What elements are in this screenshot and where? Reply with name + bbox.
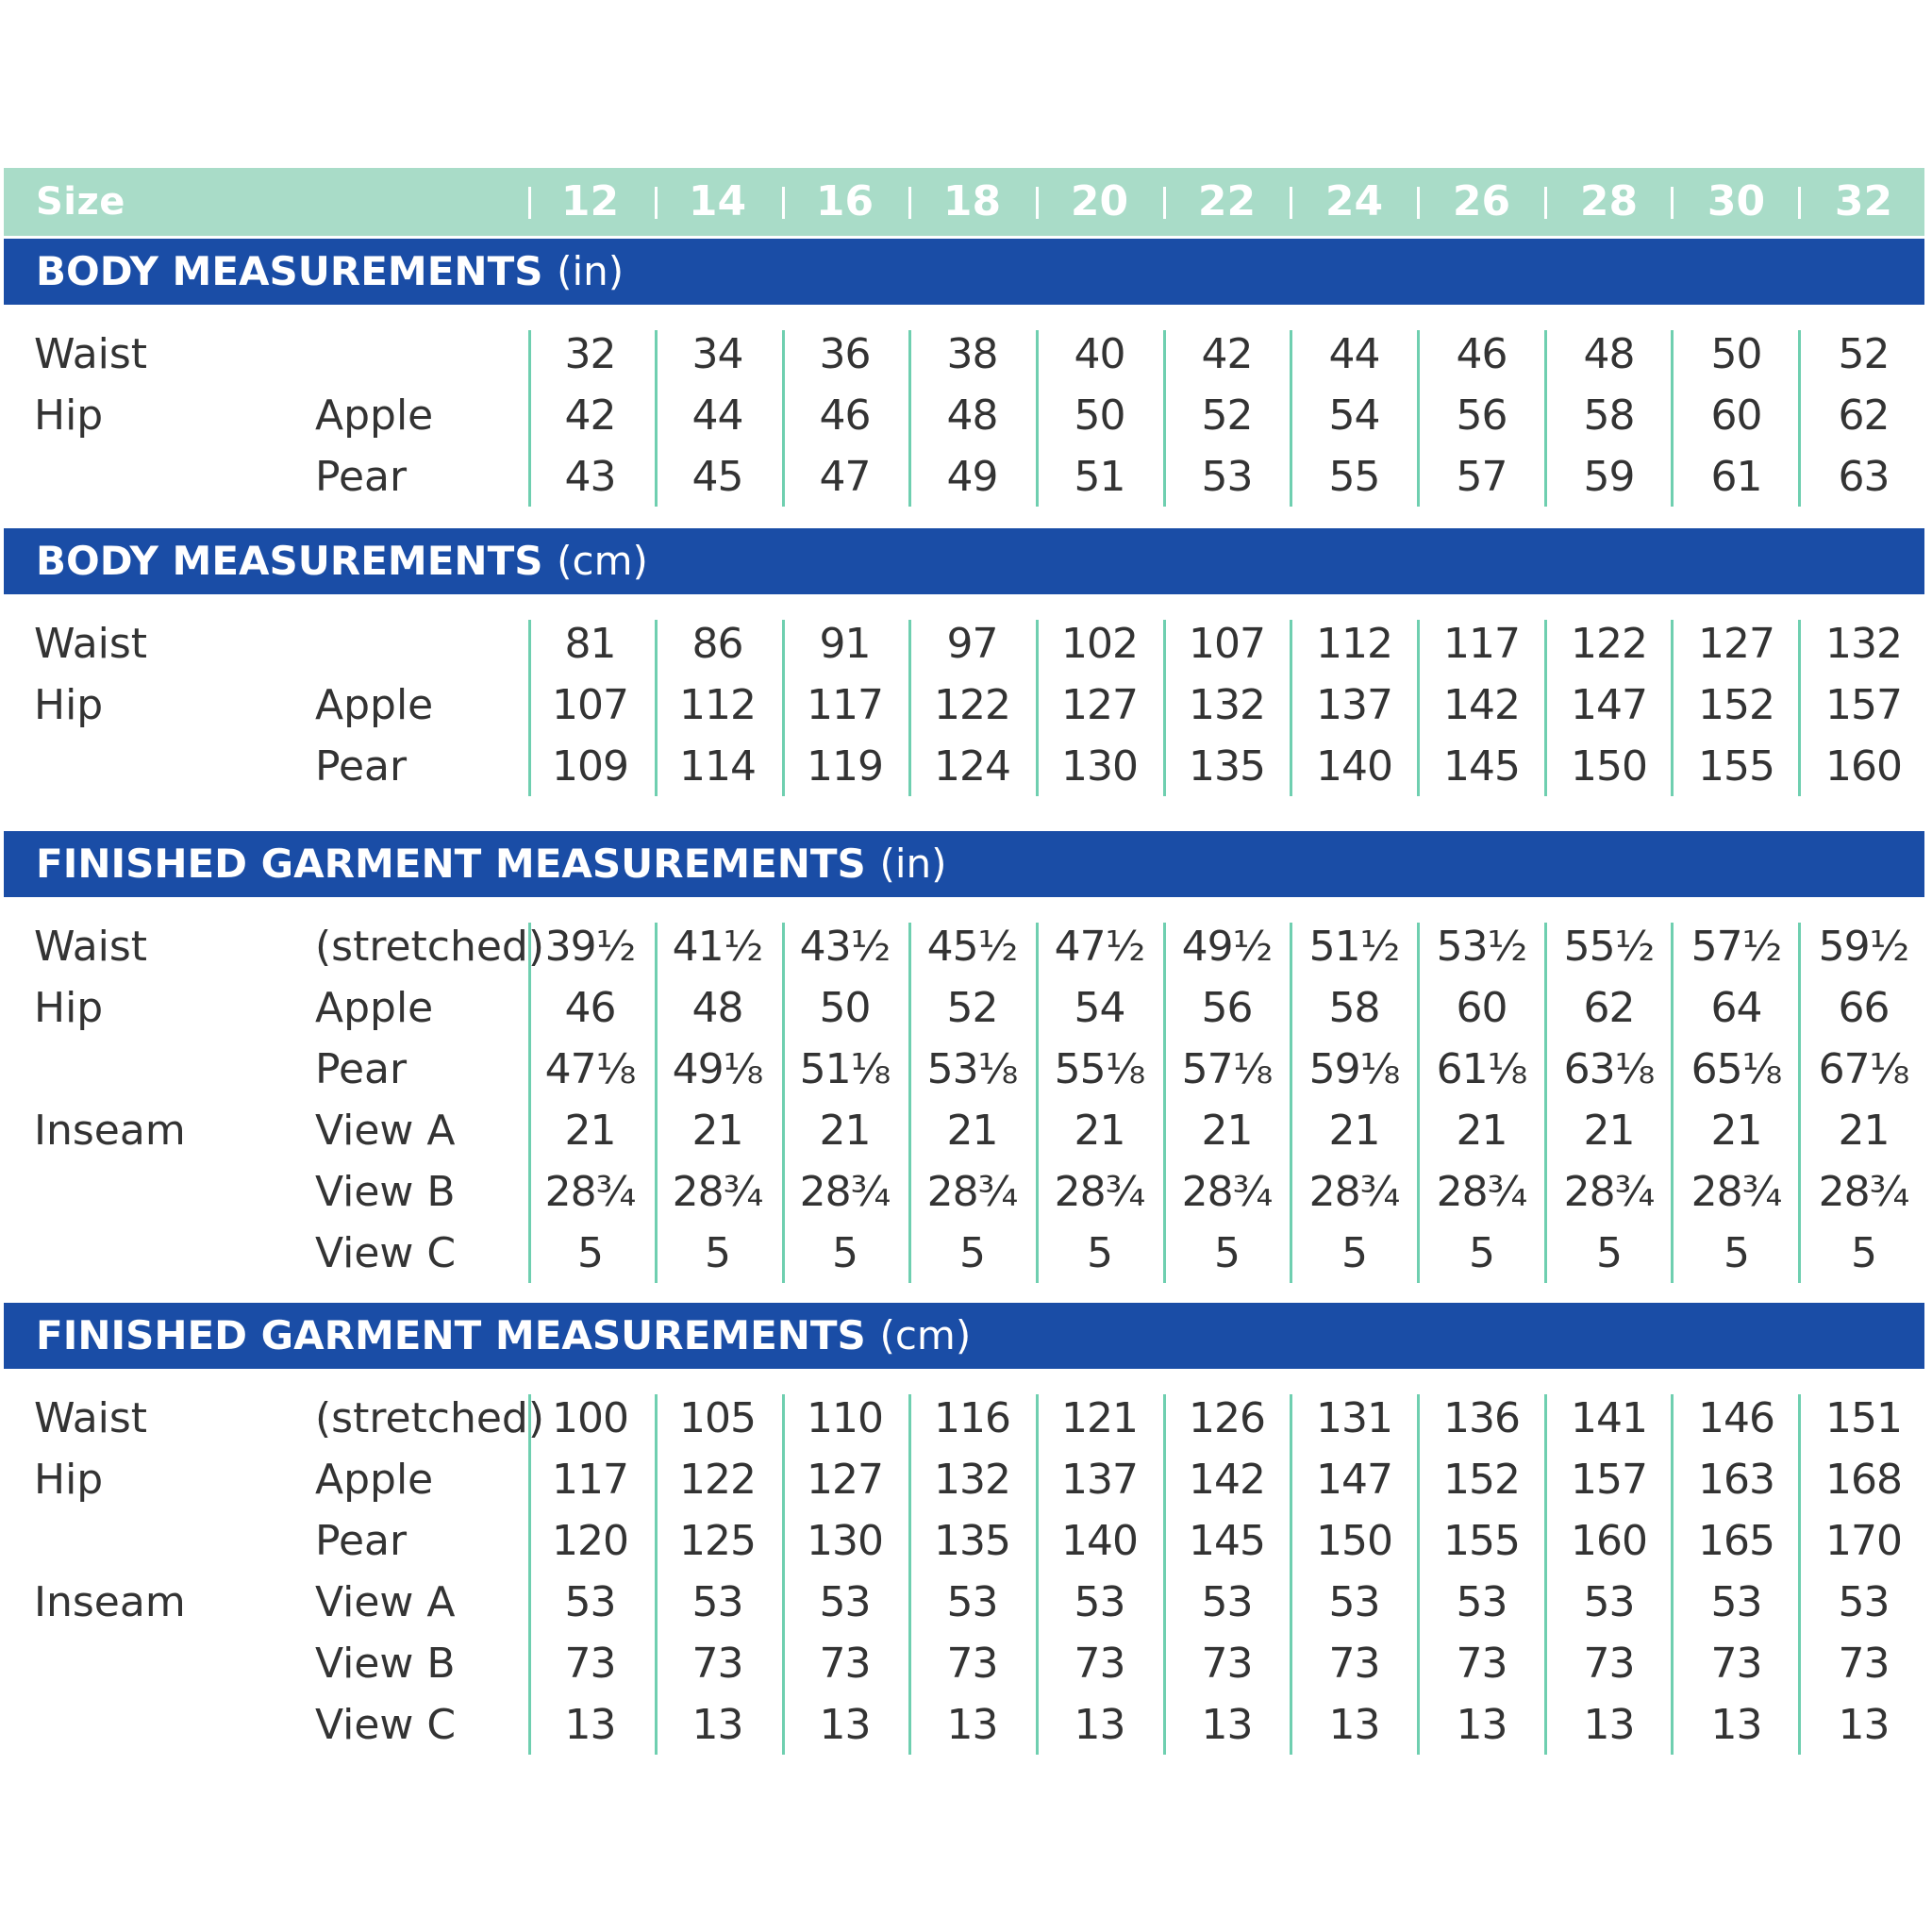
table-cell: 55½	[1563, 923, 1655, 971]
row-sublabel: Pear	[315, 742, 408, 791]
table-cell: 142	[1443, 681, 1520, 729]
row-sublabel: Apple	[315, 391, 434, 440]
section-title	[36, 239, 624, 305]
table-cell: 53	[1328, 1578, 1380, 1626]
section-title	[36, 1303, 971, 1369]
table-cell: 5	[1724, 1229, 1749, 1277]
table-cell: 160	[1825, 742, 1902, 791]
table-cell: 53	[564, 1578, 616, 1626]
table-cell: 13	[819, 1701, 871, 1749]
table-cell: 5	[1469, 1229, 1494, 1277]
table-cell: 122	[679, 1456, 756, 1504]
table-cell: 40	[1074, 330, 1125, 378]
section-title-text: FINISHED GARMENT MEASUREMENTS	[36, 841, 866, 887]
table-cell: 52	[946, 984, 998, 1032]
table-cell: 62	[1583, 984, 1635, 1032]
size-separator	[908, 187, 911, 219]
table-cell: 43	[564, 453, 616, 501]
table-cell: 55⅛	[1054, 1045, 1145, 1093]
table-cell: 122	[934, 681, 1010, 729]
table-cell: 56	[1456, 391, 1507, 440]
row-label: Waist	[34, 620, 148, 668]
table-cell: 127	[1061, 681, 1138, 729]
table-cell: 53	[946, 1578, 998, 1626]
table-cell: 81	[564, 620, 616, 668]
table-cell: 47½	[1054, 923, 1145, 971]
table-cell: 140	[1061, 1517, 1138, 1565]
row-sublabel: Apple	[315, 984, 434, 1032]
table-cell: 165	[1698, 1517, 1774, 1565]
table-cell: 54	[1328, 391, 1380, 440]
table-cell: 53	[819, 1578, 871, 1626]
row-label: Hip	[34, 1456, 104, 1504]
table-cell: 38	[946, 330, 998, 378]
section-header	[4, 239, 1924, 305]
table-cell: 13	[691, 1701, 743, 1749]
size-separator	[782, 187, 785, 219]
table-cell: 102	[1061, 620, 1138, 668]
table-cell: 135	[934, 1517, 1010, 1565]
size-value: 18	[942, 177, 1002, 225]
size-value: 26	[1452, 177, 1511, 225]
table-cell: 21	[946, 1107, 998, 1155]
table-cell: 59	[1583, 453, 1635, 501]
table-cell: 47⅛	[544, 1045, 636, 1093]
table-cell: 28¾	[1054, 1168, 1145, 1216]
table-cell: 28¾	[1563, 1168, 1655, 1216]
table-cell: 142	[1189, 1456, 1265, 1504]
table-cell: 49½	[1181, 923, 1273, 971]
table-cell: 157	[1825, 681, 1902, 729]
table-cell: 49	[946, 453, 998, 501]
size-separator	[1036, 187, 1039, 219]
table-cell: 45½	[926, 923, 1018, 971]
table-cell: 130	[807, 1517, 883, 1565]
table-cell: 36	[819, 330, 871, 378]
table-cell: 21	[1583, 1107, 1635, 1155]
section-unit: (in)	[557, 248, 625, 294]
size-separator	[1544, 187, 1547, 219]
table-cell: 28¾	[1181, 1168, 1273, 1216]
size-value: 24	[1324, 177, 1384, 225]
section-unit: (cm)	[557, 538, 648, 584]
table-cell: 114	[679, 742, 756, 791]
table-cell: 63	[1838, 453, 1890, 501]
section-unit: (cm)	[879, 1312, 972, 1358]
table-cell: 150	[1571, 742, 1647, 791]
table-cell: 48	[1583, 330, 1635, 378]
table-cell: 21	[1201, 1107, 1253, 1155]
table-cell: 163	[1698, 1456, 1774, 1504]
table-cell: 28¾	[799, 1168, 891, 1216]
table-cell: 121	[1061, 1394, 1138, 1442]
table-cell: 28¾	[1308, 1168, 1400, 1216]
table-cell: 53	[1201, 453, 1253, 501]
table-cell: 132	[934, 1456, 1010, 1504]
table-cell: 117	[807, 681, 883, 729]
size-value: 12	[560, 177, 620, 225]
table-cell: 61	[1710, 453, 1762, 501]
table-cell: 109	[552, 742, 628, 791]
row-label: Waist	[34, 330, 148, 378]
table-cell: 146	[1698, 1394, 1774, 1442]
table-cell: 57½	[1690, 923, 1782, 971]
table-cell: 73	[691, 1640, 743, 1688]
size-separator	[528, 187, 531, 219]
section-title-text: FINISHED GARMENT MEASUREMENTS	[36, 1312, 866, 1358]
table-cell: 59⅛	[1308, 1045, 1400, 1093]
table-cell: 73	[1074, 1640, 1125, 1688]
table-cell: 5	[1596, 1229, 1622, 1277]
table-cell: 62	[1838, 391, 1890, 440]
table-cell: 130	[1061, 742, 1138, 791]
table-cell: 46	[1456, 330, 1507, 378]
table-cell: 53	[1074, 1578, 1125, 1626]
table-cell: 13	[564, 1701, 616, 1749]
table-cell: 137	[1061, 1456, 1138, 1504]
table-cell: 155	[1698, 742, 1774, 791]
table-cell: 41½	[672, 923, 763, 971]
table-cell: 28¾	[1436, 1168, 1527, 1216]
size-value: 22	[1197, 177, 1257, 225]
table-cell: 28¾	[544, 1168, 636, 1216]
table-cell: 53	[1201, 1578, 1253, 1626]
table-cell: 73	[1201, 1640, 1253, 1688]
table-cell: 125	[679, 1517, 756, 1565]
row-label: Waist	[34, 923, 148, 971]
table-cell: 107	[552, 681, 628, 729]
size-separator	[1290, 187, 1292, 219]
table-cell: 21	[1074, 1107, 1125, 1155]
table-cell: 5	[959, 1229, 985, 1277]
table-cell: 13	[946, 1701, 998, 1749]
table-cell: 100	[552, 1394, 628, 1442]
table-cell: 28¾	[672, 1168, 763, 1216]
table-cell: 116	[934, 1394, 1010, 1442]
size-separator	[1798, 187, 1801, 219]
table-cell: 47	[819, 453, 871, 501]
table-cell: 58	[1328, 984, 1380, 1032]
size-value: 30	[1707, 177, 1766, 225]
table-cell: 21	[564, 1107, 616, 1155]
table-cell: 112	[1316, 620, 1392, 668]
row-sublabel: Pear	[315, 453, 408, 501]
table-cell: 52	[1838, 330, 1890, 378]
table-cell: 63⅛	[1563, 1045, 1655, 1093]
table-cell: 147	[1316, 1456, 1392, 1504]
section-header	[4, 528, 1924, 594]
table-cell: 13	[1583, 1701, 1635, 1749]
row-sublabel: (stretched)	[315, 1394, 545, 1442]
table-cell: 157	[1571, 1456, 1647, 1504]
table-cell: 5	[1087, 1229, 1112, 1277]
row-sublabel: View A	[315, 1578, 456, 1626]
table-cell: 48	[691, 984, 743, 1032]
row-sublabel: Pear	[315, 1517, 408, 1565]
table-cell: 53	[1838, 1578, 1890, 1626]
table-cell: 59½	[1818, 923, 1909, 971]
table-cell: 28¾	[1690, 1168, 1782, 1216]
section-title-text: BODY MEASUREMENTS	[36, 538, 543, 584]
table-cell: 13	[1456, 1701, 1507, 1749]
size-header-label: Size	[36, 180, 125, 224]
section-header	[4, 1303, 1924, 1369]
table-cell: 110	[807, 1394, 883, 1442]
table-cell: 49⅛	[672, 1045, 763, 1093]
section-unit: (in)	[879, 841, 947, 887]
table-cell: 150	[1316, 1517, 1392, 1565]
section-title-text: BODY MEASUREMENTS	[36, 248, 543, 294]
table-cell: 13	[1710, 1701, 1762, 1749]
table-cell: 73	[819, 1640, 871, 1688]
table-cell: 151	[1825, 1394, 1902, 1442]
row-sublabel: View B	[315, 1640, 456, 1688]
table-cell: 73	[1328, 1640, 1380, 1688]
table-cell: 21	[1838, 1107, 1890, 1155]
size-value: 16	[815, 177, 874, 225]
table-cell: 21	[1328, 1107, 1380, 1155]
size-value: 20	[1070, 177, 1129, 225]
row-sublabel: View C	[315, 1701, 457, 1749]
table-cell: 145	[1443, 742, 1520, 791]
table-cell: 86	[691, 620, 743, 668]
table-cell: 5	[832, 1229, 858, 1277]
table-cell: 119	[807, 742, 883, 791]
row-sublabel: Apple	[315, 681, 434, 729]
table-cell: 51	[1074, 453, 1125, 501]
table-cell: 39½	[544, 923, 636, 971]
section-title	[36, 831, 947, 897]
table-cell: 44	[691, 391, 743, 440]
table-cell: 107	[1189, 620, 1265, 668]
table-cell: 48	[946, 391, 998, 440]
table-cell: 67⅛	[1818, 1045, 1909, 1093]
table-cell: 145	[1189, 1517, 1265, 1565]
table-cell: 5	[577, 1229, 603, 1277]
table-cell: 21	[819, 1107, 871, 1155]
table-cell: 60	[1456, 984, 1507, 1032]
table-cell: 136	[1443, 1394, 1520, 1442]
table-cell: 28¾	[926, 1168, 1018, 1216]
table-cell: 50	[1074, 391, 1125, 440]
table-cell: 160	[1571, 1517, 1647, 1565]
table-cell: 53	[1456, 1578, 1507, 1626]
table-cell: 97	[946, 620, 998, 668]
table-cell: 52	[1201, 391, 1253, 440]
table-cell: 131	[1316, 1394, 1392, 1442]
table-cell: 21	[691, 1107, 743, 1155]
section-title	[36, 528, 648, 594]
row-label: Hip	[34, 984, 104, 1032]
table-cell: 13	[1328, 1701, 1380, 1749]
size-value: 32	[1834, 177, 1893, 225]
row-sublabel: Apple	[315, 1456, 434, 1504]
table-cell: 53	[1583, 1578, 1635, 1626]
table-cell: 53	[1710, 1578, 1762, 1626]
table-cell: 42	[564, 391, 616, 440]
table-cell: 64	[1710, 984, 1762, 1032]
section-header	[4, 831, 1924, 897]
size-separator	[1671, 187, 1674, 219]
table-cell: 135	[1189, 742, 1265, 791]
table-cell: 73	[564, 1640, 616, 1688]
row-label: Inseam	[34, 1578, 186, 1626]
row-sublabel: (stretched)	[315, 923, 545, 971]
table-cell: 73	[1583, 1640, 1635, 1688]
size-separator	[1417, 187, 1420, 219]
table-cell: 60	[1710, 391, 1762, 440]
table-cell: 140	[1316, 742, 1392, 791]
table-cell: 5	[1341, 1229, 1367, 1277]
table-cell: 58	[1583, 391, 1635, 440]
table-cell: 53½	[1436, 923, 1527, 971]
size-value: 28	[1579, 177, 1639, 225]
table-cell: 21	[1710, 1107, 1762, 1155]
table-cell: 42	[1201, 330, 1253, 378]
table-cell: 34	[691, 330, 743, 378]
table-cell: 57	[1456, 453, 1507, 501]
table-cell: 13	[1201, 1701, 1253, 1749]
table-cell: 122	[1571, 620, 1647, 668]
table-cell: 147	[1571, 681, 1647, 729]
table-cell: 50	[1710, 330, 1762, 378]
table-cell: 170	[1825, 1517, 1902, 1565]
table-cell: 56	[1201, 984, 1253, 1032]
table-cell: 132	[1189, 681, 1265, 729]
table-cell: 54	[1074, 984, 1125, 1032]
table-cell: 152	[1698, 681, 1774, 729]
size-separator	[655, 187, 658, 219]
table-cell: 53⅛	[926, 1045, 1018, 1093]
table-cell: 43½	[799, 923, 891, 971]
table-cell: 155	[1443, 1517, 1520, 1565]
table-cell: 127	[1698, 620, 1774, 668]
table-cell: 45	[691, 453, 743, 501]
table-cell: 73	[1838, 1640, 1890, 1688]
table-cell: 46	[819, 391, 871, 440]
table-cell: 5	[1851, 1229, 1876, 1277]
size-value: 14	[688, 177, 747, 225]
row-sublabel: Pear	[315, 1045, 408, 1093]
table-cell: 137	[1316, 681, 1392, 729]
row-label: Waist	[34, 1394, 148, 1442]
table-cell: 21	[1456, 1107, 1507, 1155]
table-cell: 73	[1710, 1640, 1762, 1688]
table-cell: 5	[705, 1229, 730, 1277]
table-cell: 112	[679, 681, 756, 729]
table-cell: 28¾	[1818, 1168, 1909, 1216]
table-cell: 13	[1838, 1701, 1890, 1749]
table-cell: 51⅛	[799, 1045, 891, 1093]
table-cell: 126	[1189, 1394, 1265, 1442]
size-header-row	[4, 168, 1924, 236]
size-separator	[1163, 187, 1166, 219]
table-cell: 65⅛	[1690, 1045, 1782, 1093]
table-cell: 105	[679, 1394, 756, 1442]
table-cell: 51½	[1308, 923, 1400, 971]
table-cell: 32	[564, 330, 616, 378]
table-cell: 66	[1838, 984, 1890, 1032]
table-cell: 57⅛	[1181, 1045, 1273, 1093]
table-cell: 61⅛	[1436, 1045, 1527, 1093]
table-cell: 73	[946, 1640, 998, 1688]
table-cell: 50	[819, 984, 871, 1032]
table-cell: 53	[691, 1578, 743, 1626]
table-cell: 132	[1825, 620, 1902, 668]
table-cell: 55	[1328, 453, 1380, 501]
table-cell: 152	[1443, 1456, 1520, 1504]
table-cell: 46	[564, 984, 616, 1032]
table-cell: 127	[807, 1456, 883, 1504]
table-cell: 168	[1825, 1456, 1902, 1504]
table-cell: 141	[1571, 1394, 1647, 1442]
table-cell: 124	[934, 742, 1010, 791]
table-cell: 117	[552, 1456, 628, 1504]
table-cell: 44	[1328, 330, 1380, 378]
row-sublabel: View B	[315, 1168, 456, 1216]
table-cell: 120	[552, 1517, 628, 1565]
row-sublabel: View A	[315, 1107, 456, 1155]
table-cell: 91	[819, 620, 871, 668]
row-label: Inseam	[34, 1107, 186, 1155]
table-cell: 117	[1443, 620, 1520, 668]
row-sublabel: View C	[315, 1229, 457, 1277]
table-cell: 5	[1214, 1229, 1240, 1277]
table-cell: 73	[1456, 1640, 1507, 1688]
row-label: Hip	[34, 391, 104, 440]
table-cell: 13	[1074, 1701, 1125, 1749]
row-label: Hip	[34, 681, 104, 729]
